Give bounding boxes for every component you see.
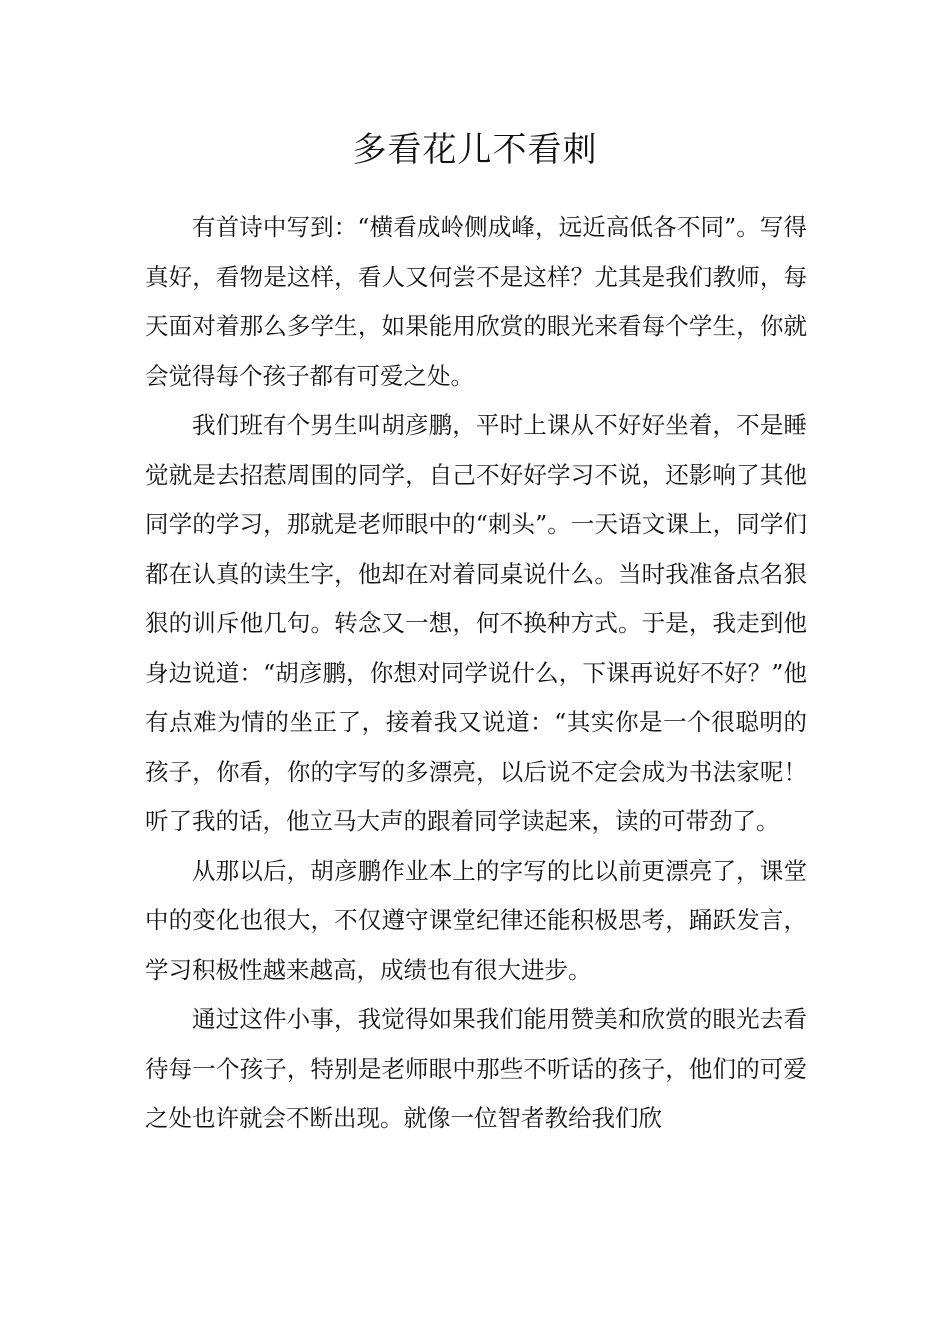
document-title: 多看花儿不看刺 — [352, 130, 598, 170]
paragraph-1: 有首诗中写到：“横看成岭侧成峰，远近高低各不同”。写得真好，看物是这样，看人又何尝不是这样？尤其是我们教师，每天面对着那么多学生，如果能用欣赏的眼光来看每个学生，你就会觉得每个孩子都有可爱之处。 — [145, 213, 807, 390]
paragraph-3: 从那以后，胡彦鹏作业本上的字写的比以前更漂亮了，课堂中的变化也很大，不仅遵守课堂纪律还能积极思考，踊跃发言，学习积极性越来越高，成绩也有很大进步。 — [145, 856, 807, 984]
paragraph-2: 我们班有个男生叫胡彦鹏，平时上课从不好好坐着，不是睡觉就是去招惹周围的同学，自己不好好学习不说，还影响了其他同学的学习，那就是老师眼中的“刺头”。一天语文课上，同学们都在认真的读生字，他却在对着同桌说什么。当时我准备点名狠狠的训斥他几句。转念又一想，何不换种方式。于是，我走到他身边说道：“胡彦鹏，你想对同学说什么，下课再说好不好？”他有点难为情的坐正了，接着我又说道：“其实你是一个很聪明的孩子，你看，你的字写的多漂亮，以后说不定会成为书法家呢！听了我的话，他立马大声的跟着同学读起来，读的可带劲了。 — [145, 411, 807, 835]
document-body — [145, 203, 807, 1144]
paragraph-4: 通过这件小事，我觉得如果我们能用赞美和欣赏的眼光去看待每一个孩子，特别是老师眼中那些不听话的孩子，他们的可爱之处也许就会不断出现。就像一位智者教给我们欣 — [145, 1005, 807, 1132]
